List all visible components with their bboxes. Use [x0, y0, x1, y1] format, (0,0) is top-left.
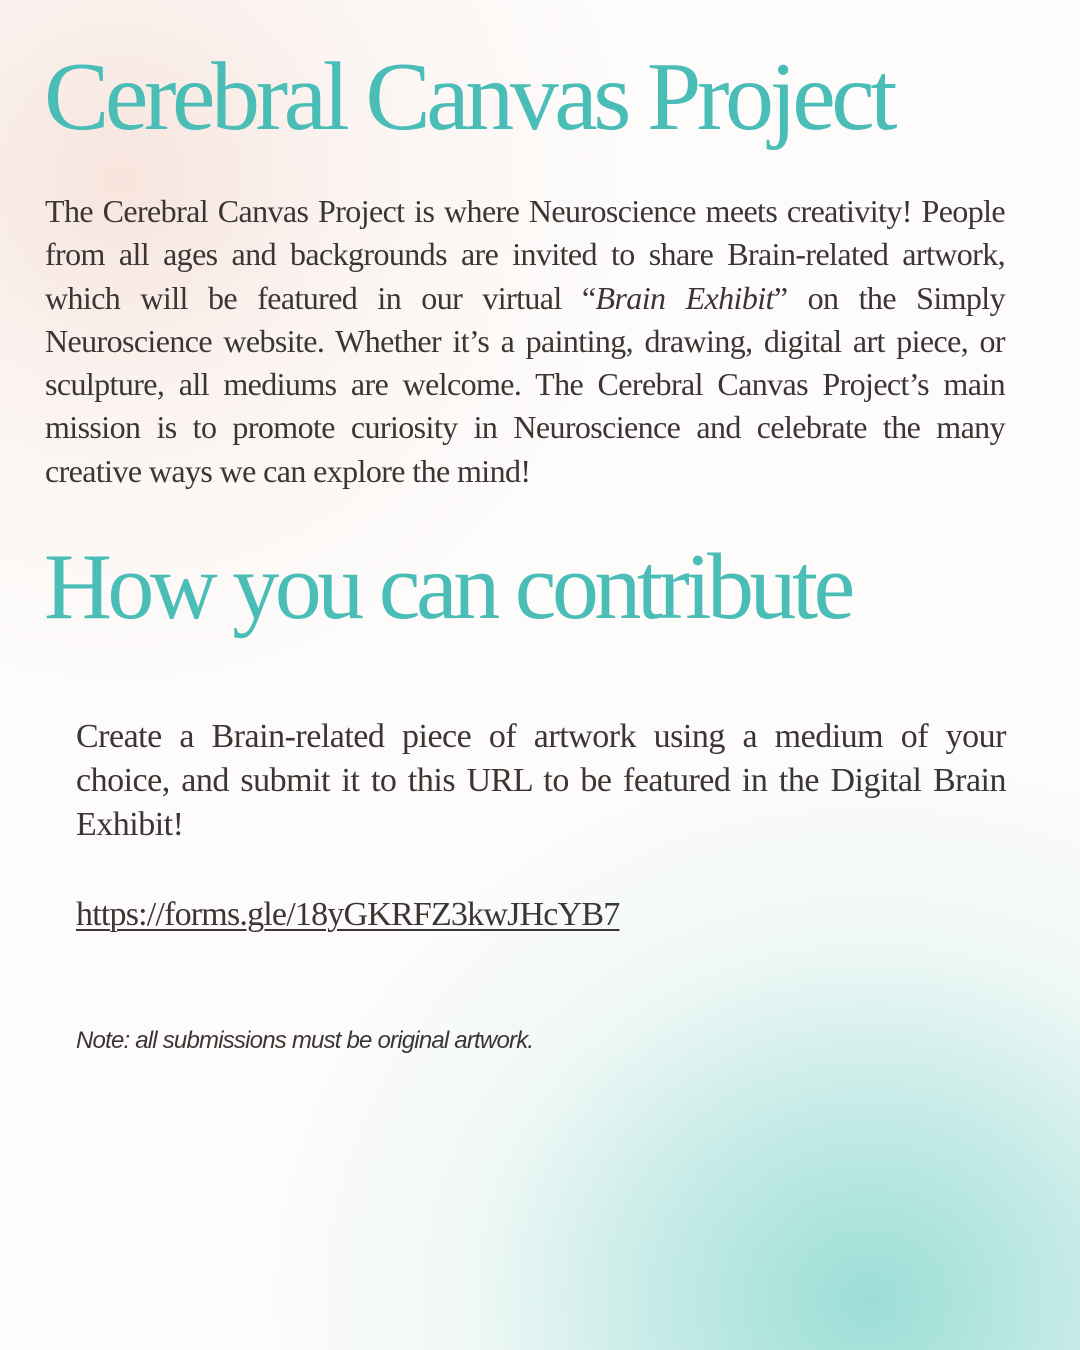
submission-link[interactable]: https://forms.gle/18yGKRFZ3kwJHcYB7	[76, 896, 620, 933]
submission-note: Note: all submissions must be original artwork.	[76, 1027, 534, 1054]
intro-paragraph	[45, 190, 1005, 493]
intro-emphasis: Brain Exhibit	[595, 279, 774, 316]
intro-text-part2: ” on the Simply Neuroscience website. Whether it’s a painting, drawing, digital art piece, or sculpture, all mediums are welcome. The Cerebral Canvas Project’s main mission is to promote curiosity in Neuroscience and celebrate the many creative ways we can explore the mind!	[45, 279, 1005, 489]
page-title: Cerebral Canvas Project	[44, 43, 893, 151]
contribute-instructions: Create a Brain-related piece of artwork using a medium of your choice, and submit it to this URL to be featured in the Digital Brain Exhibit!	[76, 718, 1006, 843]
contribute-heading: How you can contribute	[44, 535, 851, 639]
intro-text-part1: The Cerebral Canvas Project is where Neuroscience meets creativity! People from all ages and backgrounds are invited to share Brain-related artwork, which will be featured in our virtual “	[45, 193, 1005, 316]
